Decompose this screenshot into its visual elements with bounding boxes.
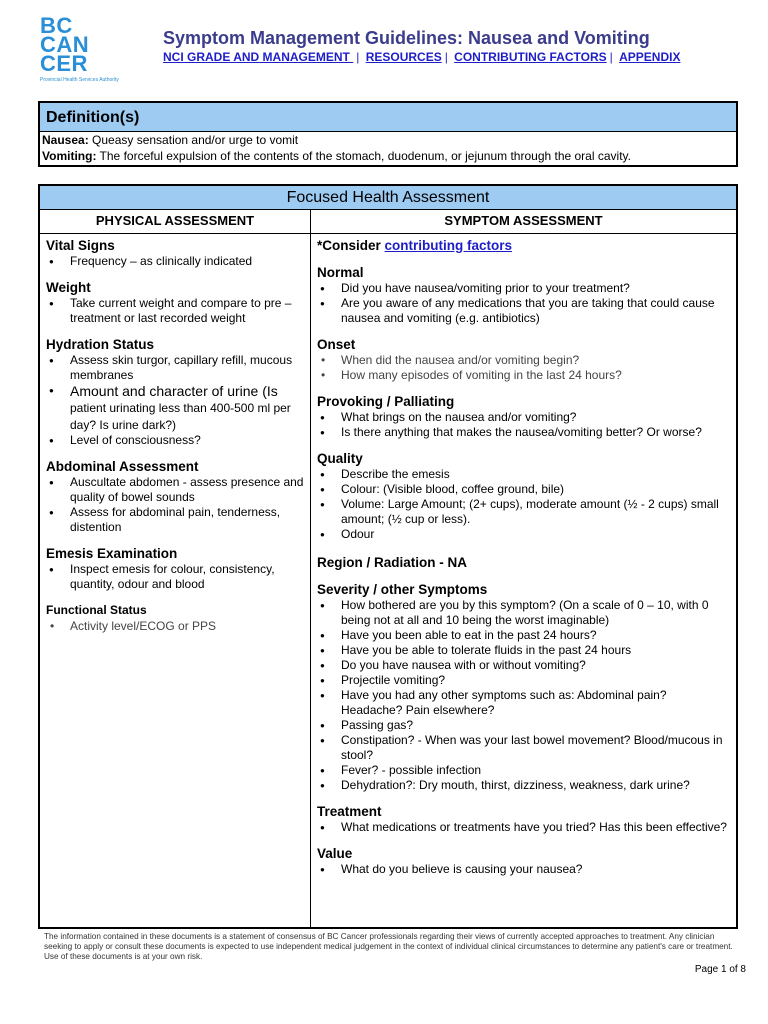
- list-item: ● What do you believe is causing your nausea?: [317, 862, 730, 877]
- list-item: • When did the nausea and/or vomiting begin?: [317, 353, 730, 368]
- assessment-heading: Focused Health Assessment: [40, 186, 736, 210]
- section-title: Value: [317, 846, 353, 861]
- vital-signs-list: [46, 254, 304, 269]
- link-nci-grade[interactable]: NCI GRADE AND MANAGEMENT: [163, 50, 354, 64]
- onset-list: [317, 353, 730, 383]
- weight-list: [46, 296, 304, 326]
- list-item: ● Auscultate abdomen - assess presence and quality of bowel sounds: [46, 475, 304, 505]
- section-title: Treatment: [317, 804, 382, 819]
- definition-nausea: [40, 132, 736, 148]
- symptom-assessment-column: [311, 234, 736, 927]
- section-title: Severity / other Symptoms: [317, 582, 488, 597]
- list-item: ● Projectile vomiting?: [317, 673, 730, 688]
- vomiting-term: Vomiting:: [42, 149, 97, 163]
- nav-separator: |: [609, 50, 613, 64]
- list-item: ● Dehydration?: Dry mouth, thirst, dizziness, weakness, dark urine?: [317, 778, 730, 793]
- list-item: ● Take current weight and compare to pre – treatment or last recorded weight: [46, 296, 304, 326]
- list-item: ● What medications or treatments have you tried? Has this been effective?: [317, 820, 730, 835]
- vomiting-text: The forceful expulsion of the contents of the stomach, duodenum, or jejunum through the oral cavity.: [96, 149, 631, 163]
- hydration-list: [46, 353, 304, 448]
- nav-separator: |: [444, 50, 448, 64]
- emesis-list: [46, 562, 304, 592]
- section-title: Quality: [317, 451, 363, 466]
- section-title: Hydration Status: [46, 337, 155, 352]
- list-item: ● Have you been able to eat in the past 24 hours?: [317, 628, 730, 643]
- consider-prefix: *Consider: [317, 238, 385, 253]
- symptom-assessment-header: SYMPTOM ASSESSMENT: [444, 213, 603, 228]
- list-item: ● Do you have nausea with or without vomiting?: [317, 658, 730, 673]
- list-item: ● Inspect emesis for colour, consistency, quantity, odour and blood: [46, 562, 304, 592]
- list-item: ● Frequency – as clinically indicated: [46, 254, 304, 269]
- quality-list: [317, 467, 730, 542]
- section-title: Emesis Examination: [46, 546, 178, 561]
- section-title: Onset: [317, 337, 356, 352]
- definitions-heading: Definition(s): [40, 103, 736, 132]
- physical-assessment-column: [40, 234, 311, 927]
- definitions-box: [38, 101, 738, 167]
- list-item: ● Odour: [317, 527, 730, 542]
- page-number: Page 1 of 8: [694, 964, 746, 975]
- link-appendix[interactable]: APPENDIX: [619, 50, 681, 64]
- list-item: ● Colour: (Visible blood, coffee ground, bile): [317, 482, 730, 497]
- section-title: Abdominal Assessment: [46, 459, 199, 474]
- list-item: ● Passing gas?: [317, 718, 730, 733]
- section-title: Functional Status: [46, 603, 147, 617]
- normal-list: [317, 281, 730, 326]
- bc-cancer-logo: [40, 13, 160, 92]
- logo-tagline: Provincial Health Services Authority: [40, 77, 119, 83]
- section-title: Region / Radiation - NA: [317, 555, 467, 570]
- urine-item-detail: patient urinating less than 400-500 ml per day? Is urine dark?): [70, 401, 291, 432]
- list-item: ● Assess for abdominal pain, tenderness, distention: [46, 505, 304, 535]
- provoking-list: [317, 410, 730, 440]
- list-item: ● Fever? - possible infection: [317, 763, 730, 778]
- list-item: ● Describe the emesis: [317, 467, 730, 482]
- list-item: ● What brings on the nausea and/or vomiting?: [317, 410, 730, 425]
- focused-health-assessment-table: [38, 184, 738, 929]
- nav-separator: |: [356, 50, 360, 64]
- list-item: ● Did you have nausea/vomiting prior to your treatment?: [317, 281, 730, 296]
- contributing-factors-link[interactable]: contributing factors: [384, 238, 513, 253]
- list-item: ● Assess skin turgor, capillary refill, mucous membranes: [46, 353, 304, 383]
- nausea-term: Nausea:: [42, 133, 89, 147]
- link-contributing-factors[interactable]: CONTRIBUTING FACTORS: [454, 50, 607, 64]
- section-title: Normal: [317, 265, 364, 280]
- list-item: • How many episodes of vomiting in the last 24 hours?: [317, 368, 730, 383]
- definition-vomiting: [40, 148, 736, 164]
- list-item: • Activity level/ECOG or PPS: [46, 619, 304, 634]
- disclaimer: The information contained in these documents is a statement of consensus of BC Cancer professionals regarding their views of currently accepted approaches to treatment. Any clinician seeking to apply or consult these documents is expected to use independent medical judgement in the context of individual clinical circumstances to determine any patient's care or treatment. Use of these documents is at your own risk.: [44, 932, 733, 961]
- list-item: ● Level of consciousness?: [46, 433, 304, 448]
- list-item: ● Have you be able to tolerate fluids in the past 24 hours: [317, 643, 730, 658]
- logo-line-1: BC: [40, 13, 73, 38]
- section-title: Vital Signs: [46, 238, 115, 253]
- list-item: ● Are you aware of any medications that you are taking that could cause nausea and vomiting (e.g. antibiotics): [317, 296, 730, 326]
- list-item: ● Is there anything that makes the nausea/vomiting better? Or worse?: [317, 425, 730, 440]
- list-item: ● Volume: Large Amount; (2+ cups), moderate amount (½ - 2 cups) small amount; (½ cup or less).: [317, 497, 730, 527]
- header-nav: [163, 50, 680, 64]
- section-title: Provoking / Palliating: [317, 394, 455, 409]
- list-item: ● Constipation? - When was your last bowel movement? Blood/mucous in stool?: [317, 733, 730, 763]
- value-list: [317, 862, 730, 877]
- urine-item-lead: Amount and character of urine (Is: [70, 383, 278, 399]
- abdominal-list: [46, 475, 304, 535]
- nausea-text: Queasy sensation and/or urge to vomit: [88, 133, 299, 147]
- physical-assessment-header: PHYSICAL ASSESSMENT: [40, 210, 311, 233]
- logo-line-2: CAN: [40, 32, 90, 57]
- link-resources[interactable]: RESOURCES: [365, 50, 442, 64]
- section-title: Weight: [46, 280, 91, 295]
- logo-line-3: CER: [40, 51, 88, 76]
- treatment-list: [317, 820, 730, 835]
- column-headers: [40, 210, 736, 234]
- severity-list: [317, 598, 730, 793]
- page-title: Symptom Management Guidelines: Nausea and Vomiting: [163, 28, 650, 48]
- list-item: [46, 383, 304, 433]
- list-item: ● Have you had any other symptoms such as: Abdominal pain? Headache? Pain elsewhere?: [317, 688, 730, 718]
- list-item: ● How bothered are you by this symptom? (On a scale of 0 – 10, with 0 being not at all and 10 being the worst imaginable): [317, 598, 730, 628]
- consider-line: [317, 237, 730, 254]
- assessment-columns: [40, 234, 736, 927]
- functional-list: [46, 619, 304, 634]
